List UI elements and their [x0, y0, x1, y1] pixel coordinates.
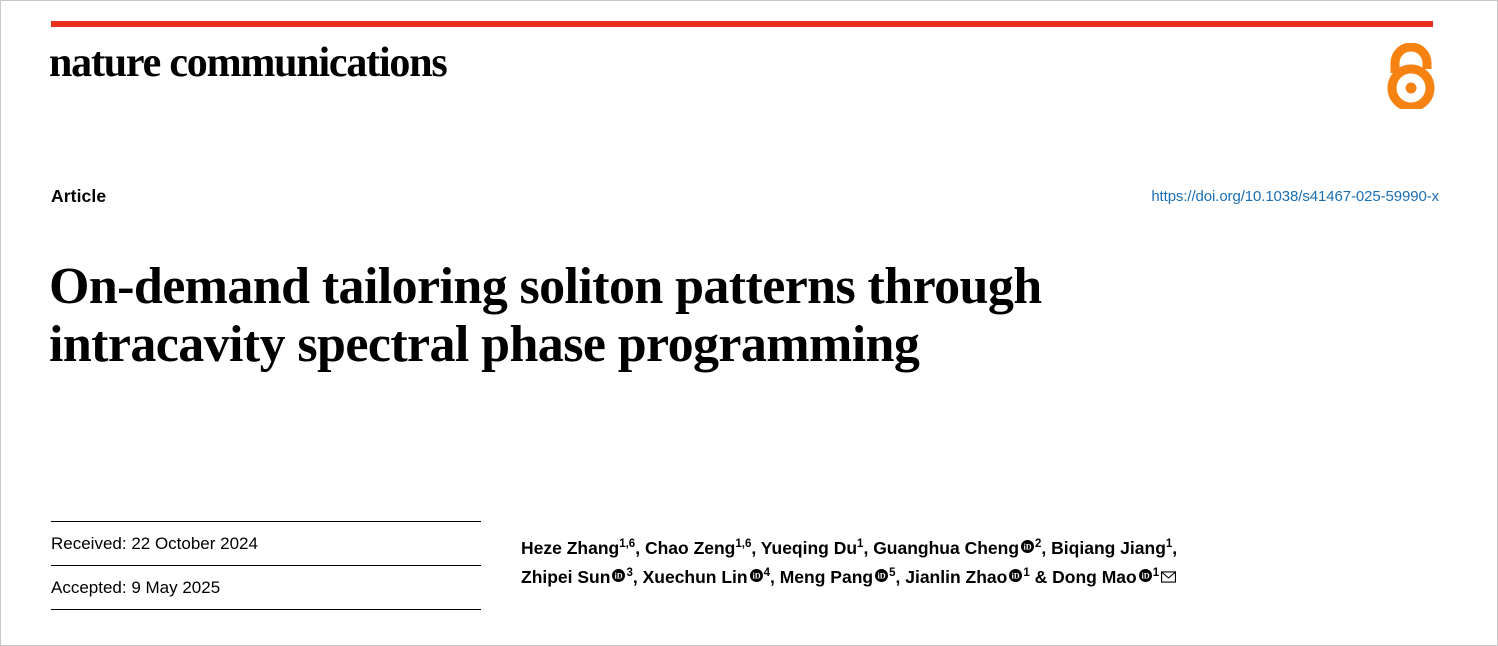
article-type-label: Article: [51, 186, 107, 206]
received-date: Received: 22 October 2024: [51, 521, 481, 565]
author-affiliation: 5: [889, 567, 896, 580]
accepted-date: Accepted: 9 May 2025: [51, 565, 481, 610]
open-access-icon: [1383, 43, 1439, 109]
svg-text:iD: iD: [877, 571, 886, 581]
svg-text:iD: iD: [1023, 542, 1032, 552]
publication-dates: [51, 521, 481, 610]
doi-link[interactable]: https://doi.org/10.1038/s41467-025-59990-x: [1151, 188, 1439, 205]
author-name: Yueqing Du: [760, 538, 858, 558]
orcid-icon[interactable]: [750, 562, 763, 581]
author-affiliation: 3: [626, 567, 633, 580]
page-title: On-demand tailoring soliton patterns through intracavity spectral phase programming: [49, 257, 1042, 373]
author-affiliation: 1,6: [619, 538, 636, 551]
author-name: Heze Zhang: [521, 538, 620, 558]
svg-text:iD: iD: [1141, 571, 1150, 581]
author-affiliation: 1,6: [735, 538, 752, 551]
orcid-icon[interactable]: [875, 562, 888, 581]
author-name: Zhipei Sun: [521, 567, 611, 588]
author-name: Chao Zeng: [644, 538, 736, 558]
journal-accent-bar: [51, 21, 1433, 27]
author-affiliation: 2: [1035, 538, 1042, 551]
author-list: Heze Zhang$^{1,6}$, Chao Zeng$^{1,6}$, Yueqing Du$^1$, Guanghua Cheng iD $^2$, Biqiang Jiang$^1$, Zhipei Sun iD $^3$, Xuechun Lin iD $^4$, Meng Pang iD $^5$, Jianlin Zhao iD $^1$ & Dong Mao iD $^1$: [521, 533, 1436, 592]
svg-text:iD: iD: [752, 571, 761, 581]
journal-masthead: nature communications: [49, 40, 447, 86]
author-name: Dong Mao: [1052, 567, 1137, 588]
author-name: Guanghua Cheng: [873, 538, 1020, 558]
orcid-icon[interactable]: [1139, 562, 1152, 581]
author-name: Xuechun Lin: [642, 567, 748, 588]
author-affiliation: 1: [857, 538, 864, 551]
author-affiliation: 1: [1165, 538, 1173, 551]
corresponding-author-envelope-icon[interactable]: [1161, 563, 1176, 575]
author-name: Meng Pang: [779, 567, 874, 588]
author-separator: &: [1034, 567, 1048, 588]
author-name: Biqiang Jiang: [1051, 538, 1166, 558]
author-name: Jianlin Zhao: [905, 567, 1008, 588]
orcid-icon[interactable]: [612, 562, 625, 581]
author-affiliation: 4: [763, 567, 770, 580]
author-affiliation: 1: [1152, 567, 1160, 580]
orcid-icon[interactable]: [1009, 562, 1022, 581]
svg-text:iD: iD: [1011, 571, 1020, 581]
author-affiliation: 1: [1023, 567, 1030, 580]
orcid-icon[interactable]: [1021, 533, 1034, 552]
svg-text:iD: iD: [614, 571, 624, 581]
